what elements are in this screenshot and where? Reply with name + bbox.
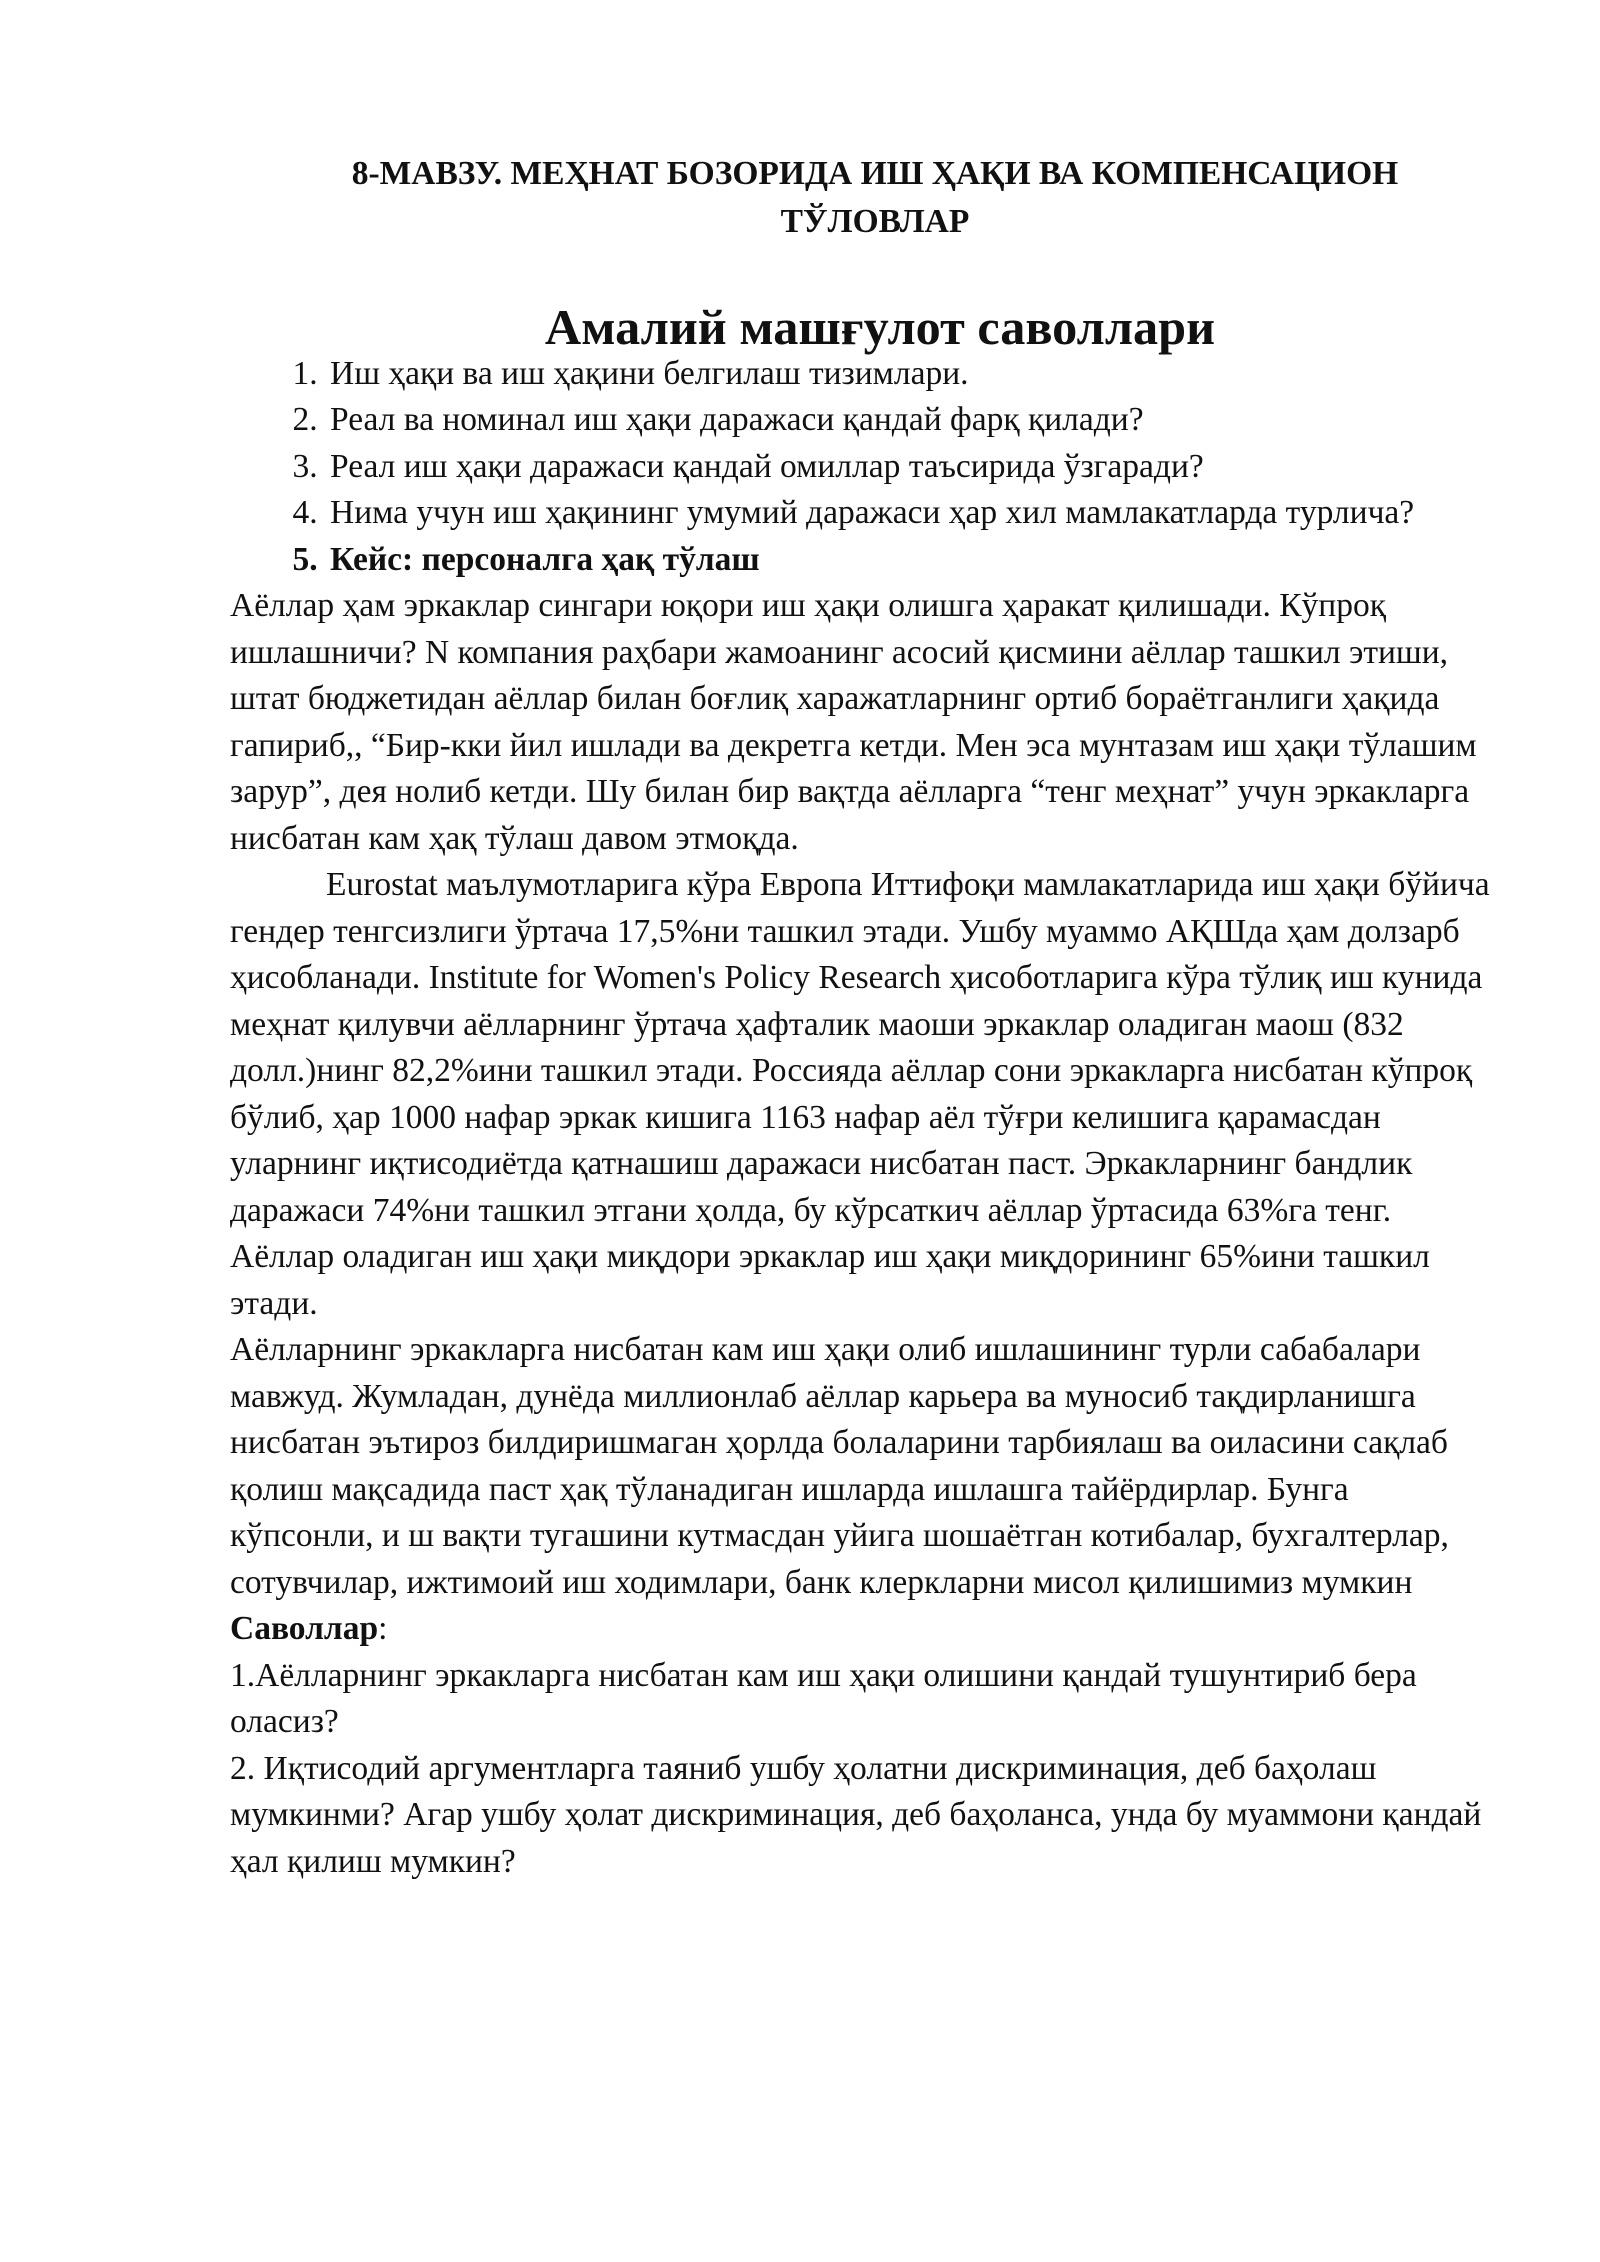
page-title: 8-МАВЗУ. МЕҲНАТ БОЗОРИДА ИШ ҲАҚИ ВА КОМПЕНСАЦИОН ТЎЛОВЛАР xyxy=(351,155,1399,240)
list-item: 1. Иш ҳақи ва иш ҳақини белгилаш тизимлари. xyxy=(326,351,1490,398)
questions-heading xyxy=(230,1606,1490,1653)
case-paragraph: Аёллар ҳам эркаклар сингари юқори иш ҳақи олишга ҳаракат қилишади. Кўпроқ ишлашничи? N компания раҳбари жамоанинг асосий қисмини аёллар ташкил этиши, штат бюджетидан аёллар билан боғлиқ харажатларнинг ортиб бораётганлиги ҳақида гапириб,, “Бир-кки йил ишлади ва декретга кетди. Мен эса мунтазам иш ҳақи тўлашим зарур”, дея нолиб кетди. Шу билан бир вақтда аёлларга “тенг меҳнат” учун эркакларга нисбатан кам ҳақ тўлаш давом этмоқда. xyxy=(230,587,1477,857)
questions-heading-colon: : xyxy=(378,1610,388,1647)
questions-heading-label: Саволлар xyxy=(230,1610,379,1647)
practice-questions-list xyxy=(230,351,1490,584)
list-item-case: 5. Кейс: персоналга ҳақ тўлаш xyxy=(326,537,1490,584)
statistics-paragraph: Eurostat маълумотларига кўра Европа Иттифоқи мамлакатларида иш ҳақи бўйича гендер тенгсизлиги ўртача 17,5%ни ташкил этади. Ушбу муаммо АҚШда ҳам долзарб ҳисобланади. Institute for Women's Policy Research ҳисоботларига кўра тўлиқ иш кунида меҳнат қилувчи аёлларнинг ўртача ҳафталик маоши эркаклар оладиган маош (832 долл.)нинг 82,2%ини ташкил этади. Россияда аёллар сони эркакларга нисбатан кўпроқ бўлиб, ҳар 1000 нафар эркак кишига 1163 нафар аёл тўғри келишига қарамасдан уларнинг иқтисодиётда қатнашиш даражаси нисбатан паст. Эркакларнинг бандлик даражаси 74%ни ташкил этгани ҳолда, бу кўрсаткич аёллар ўртасида 63%га тенг. Аёллар оладиган иш ҳақи миқдори эркаклар иш ҳақи миқдорининг 65%ини ташкил этади. xyxy=(230,866,1490,1322)
list-item: 3. Реал иш ҳақи даражаси қандай омиллар таъсирида ўзгаради? xyxy=(326,444,1490,491)
section-subtitle: Амалий машғулот саволлари xyxy=(544,299,1216,355)
case-question: 2. Иқтисодий аргументларга таяниб ушбу ҳолатни дискриминация, деб баҳолаш мумкинми? Агар ушбу ҳолат дискриминация, деб баҳоланса, унда бу муаммони қандай ҳал қилиш мумкин? xyxy=(230,1749,1482,1880)
list-item: 2. Реал ва номинал иш ҳақи даражаси қандай фарқ қилади? xyxy=(326,397,1490,444)
case-question: 1.Аёлларнинг эркакларга нисбатан кам иш ҳақи олишини қандай тушунтириб бера оласиз? xyxy=(230,1656,1417,1740)
list-item: 4. Нима учун иш ҳақининг умумий даражаси ҳар хил мамлакатларда турлича? xyxy=(326,490,1490,537)
reasons-paragraph: Аёлларнинг эркакларга нисбатан кам иш ҳақи олиб ишлашининг турли сабабалари мавжуд. Жумладан, дунёда миллионлаб аёллар карьера ва муносиб тақдирланишга нисбатан эътироз билдиришмаган ҳорлда болаларини тарбиялаш ва оиласини сақлаб қолиш мақсадида паст ҳақ тўланадиган ишларда ишлашга тайёрдирлар. Бунга кўпсонли, и ш вақти тугашини кутмасдан уйига шошаётган котибалар, бухгалтерлар, сотувчилар, ижтимоий иш ходимлари, банк клеркларни мисол қилишимиз мумкин xyxy=(230,1331,1449,1601)
